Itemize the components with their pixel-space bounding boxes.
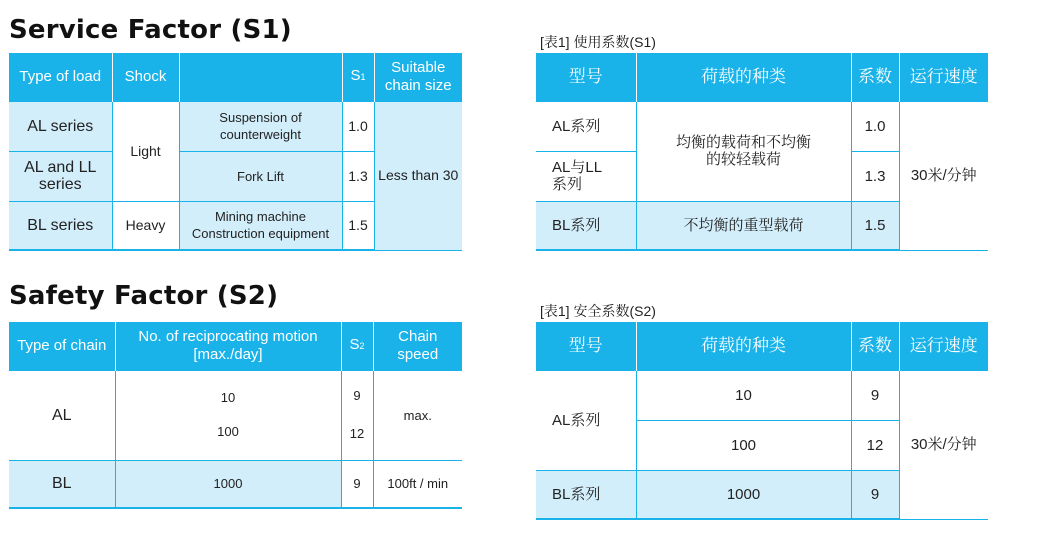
cell-factor: 1.3 (851, 151, 899, 201)
header-reciprocating-motion: No. of reciprocating motion [max./day] (115, 322, 341, 370)
cell-factor-bl: 9 (341, 460, 373, 508)
cell-factor: 12 (851, 420, 899, 470)
cell-value: 100 (636, 420, 851, 470)
header-model: 型号 (536, 53, 636, 101)
cell-factor-al (341, 370, 373, 460)
motion-value: 100 (217, 424, 239, 439)
cell-type: AL series (9, 101, 112, 151)
header-shock: Shock (112, 53, 179, 101)
motion-value: 10 (220, 390, 236, 405)
factor-value: 9 (353, 388, 361, 403)
cell-load-merged: 均衡的载荷和不均衡的较轻载荷 (636, 101, 851, 201)
header-model: 型号 (536, 322, 636, 370)
cell-chain-size: Less than 30 (374, 101, 462, 250)
cell-desc: Suspension of counterweight (179, 101, 342, 151)
cell-factor: 1.5 (851, 201, 899, 250)
cell-model: AL与LL系列 (536, 151, 636, 201)
cell-speed: 30米/分钟 (899, 370, 988, 519)
s2-zh-caption: [表1] 安全系数(S2) (540, 303, 656, 319)
header-type-of-chain: Type of chain (9, 322, 115, 370)
header-chain-speed: Chain speed (373, 322, 462, 370)
cell-factor: 1.0 (342, 101, 374, 151)
cell-speed-max: max. (373, 370, 462, 460)
header-factor: 系数 (851, 53, 899, 101)
safety-factor-zh-table (536, 322, 988, 520)
header-s1: S1 (342, 53, 374, 101)
cell-type: BL series (9, 201, 112, 250)
cell-desc: Fork Lift (179, 151, 342, 201)
cell-speed: 30米/分钟 (899, 101, 988, 250)
header-type-of-load: Type of load (9, 53, 112, 101)
service-factor-table (9, 53, 462, 251)
cell-factor: 1.0 (851, 101, 899, 151)
s1-zh-caption: [表1] 使用系数(S1) (540, 34, 656, 50)
cell-factor: 9 (851, 370, 899, 420)
cell-model-al: AL系列 (536, 370, 636, 470)
service-factor-title: Service Factor (S1) (9, 15, 292, 45)
cell-chain-al: AL (9, 370, 115, 460)
cell-shock-heavy: Heavy (112, 201, 179, 250)
header-load-type: 荷载的种类 (636, 53, 851, 101)
cell-value: 1000 (636, 470, 851, 519)
cell-factor: 1.5 (342, 201, 374, 250)
header-speed: 运行速度 (899, 53, 988, 101)
header-factor: 系数 (851, 322, 899, 370)
header-chain-size: Suitable chain size (374, 53, 462, 101)
header-load-type: 荷载的种类 (636, 322, 851, 370)
cell-shock-light: Light (112, 101, 179, 201)
factor-value: 12 (349, 426, 365, 441)
cell-speed-bl: 100ft / min (373, 460, 462, 508)
cell-load: 不均衡的重型载荷 (636, 201, 851, 250)
cell-value: 10 (636, 370, 851, 420)
header-speed: 运行速度 (899, 322, 988, 370)
safety-factor-title: Safety Factor (S2) (9, 281, 279, 311)
service-factor-zh-table (536, 53, 988, 251)
cell-factor: 9 (851, 470, 899, 519)
header-blank (179, 53, 342, 101)
cell-chain-bl: BL (9, 460, 115, 508)
cell-model: BL系列 (536, 201, 636, 250)
cell-model-bl: BL系列 (536, 470, 636, 519)
cell-model: AL系列 (536, 101, 636, 151)
cell-motion-al (115, 370, 341, 460)
safety-factor-table (9, 322, 462, 509)
cell-motion-bl: 1000 (115, 460, 341, 508)
header-s2: S2 (341, 322, 373, 370)
cell-desc: Mining machine Construction equipment (179, 201, 342, 250)
cell-type: AL and LL series (9, 151, 112, 201)
cell-factor: 1.3 (342, 151, 374, 201)
